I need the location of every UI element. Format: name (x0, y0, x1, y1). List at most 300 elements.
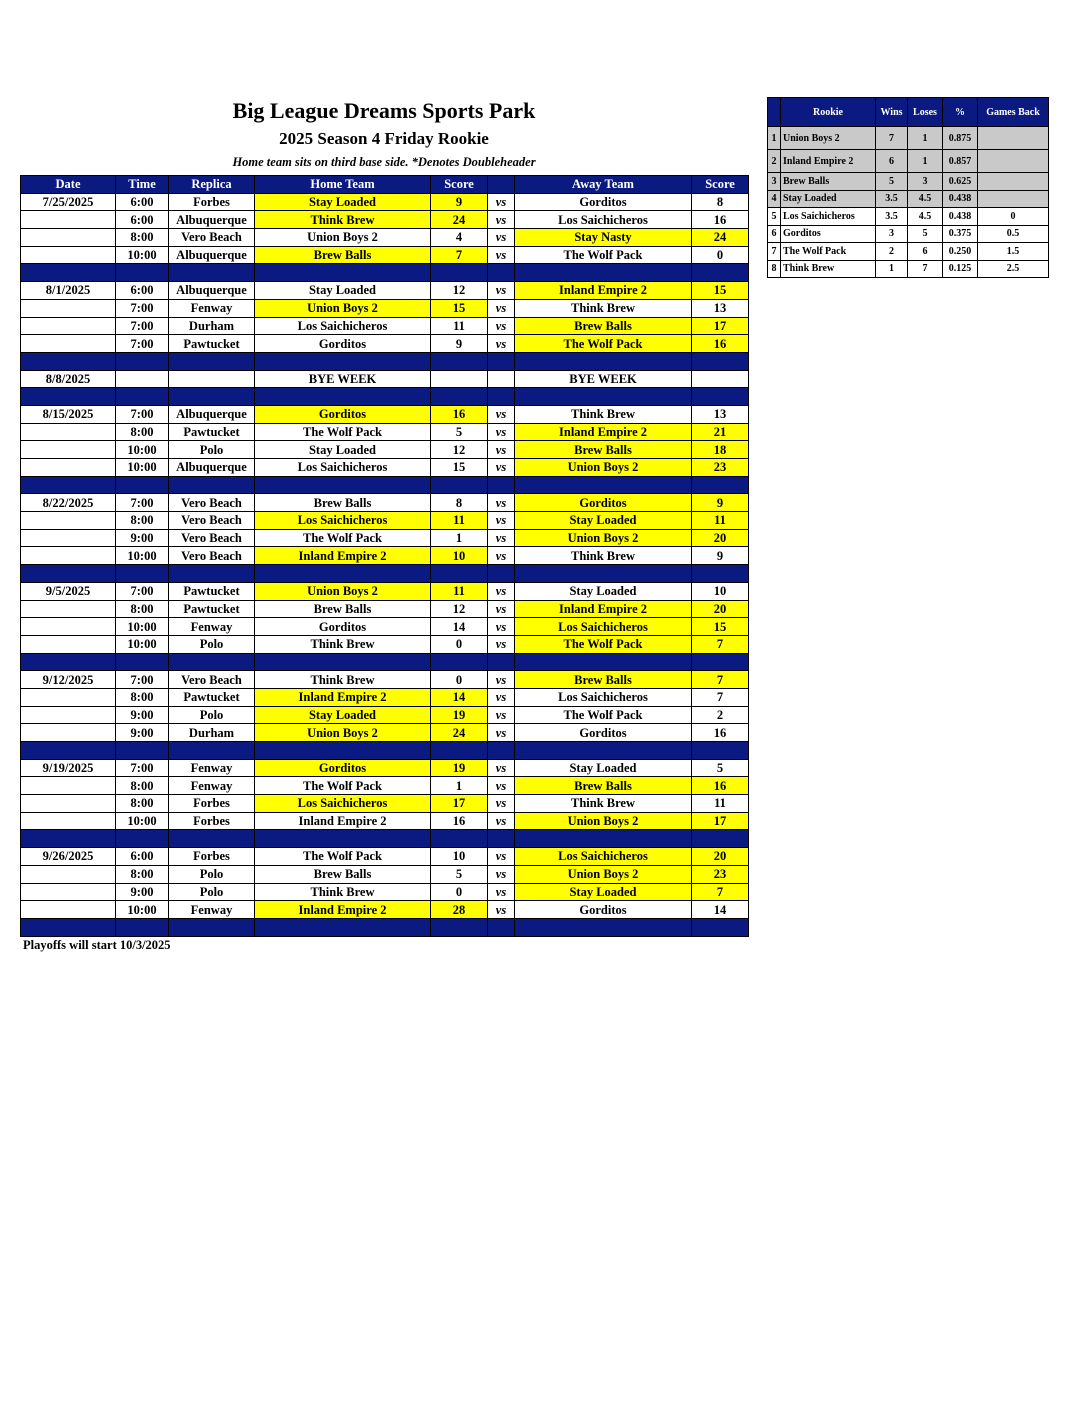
game-row (21, 405, 749, 423)
away-score: 10 (692, 582, 749, 600)
away-score: 7 (692, 635, 749, 653)
standings-row (768, 225, 1049, 243)
game-time: 7:00 (116, 671, 169, 689)
home-score: 8 (431, 494, 488, 512)
game-date: 8/8/2025 (21, 370, 116, 388)
game-row (21, 759, 749, 777)
home-score: 11 (431, 582, 488, 600)
standings-wins: 3.5 (876, 208, 908, 226)
vs-cell: vs (488, 582, 515, 600)
separator-cell (21, 565, 116, 583)
separator-cell (21, 653, 116, 671)
separator-cell (169, 565, 255, 583)
away-score: 8 (692, 193, 749, 211)
standings-pct: 0.438 (943, 190, 978, 208)
game-time: 8:00 (116, 600, 169, 618)
game-date (21, 229, 116, 247)
standings-rank: 8 (768, 260, 781, 278)
away-score: 24 (692, 229, 749, 247)
game-time: 8:00 (116, 688, 169, 706)
game-date (21, 865, 116, 883)
game-replica: Durham (169, 724, 255, 742)
schedule-header-row (21, 176, 749, 194)
header-home-team: Home Team (255, 176, 431, 194)
game-row (21, 600, 749, 618)
separator-cell (692, 918, 749, 936)
game-replica: Albuquerque (169, 211, 255, 229)
home-team: Think Brew (255, 671, 431, 689)
home-score: 14 (431, 618, 488, 636)
week-separator (21, 742, 749, 760)
game-time: 8:00 (116, 512, 169, 530)
game-replica: Fenway (169, 777, 255, 795)
away-score: 0 (692, 246, 749, 264)
home-score: 28 (431, 901, 488, 919)
game-replica: Fenway (169, 901, 255, 919)
away-score: 21 (692, 423, 749, 441)
game-row (21, 246, 749, 264)
home-team: Brew Balls (255, 865, 431, 883)
game-date (21, 317, 116, 335)
game-replica: Albuquerque (169, 282, 255, 300)
standings-row (768, 150, 1049, 173)
home-team: Gorditos (255, 405, 431, 423)
standings-team: Los Saichicheros (781, 208, 876, 226)
home-score: 12 (431, 282, 488, 300)
away-team: BYE WEEK (515, 370, 692, 388)
game-replica: Pawtucket (169, 600, 255, 618)
home-score: 16 (431, 812, 488, 830)
standings-row (768, 208, 1049, 226)
game-date: 9/19/2025 (21, 759, 116, 777)
separator-cell (515, 388, 692, 406)
away-team: The Wolf Pack (515, 706, 692, 724)
game-row (21, 795, 749, 813)
game-time: 7:00 (116, 317, 169, 335)
separator-cell (515, 918, 692, 936)
game-row (21, 618, 749, 636)
separator-cell (431, 264, 488, 282)
away-score: 7 (692, 883, 749, 901)
game-row (21, 635, 749, 653)
separator-cell (255, 264, 431, 282)
game-time: 10:00 (116, 635, 169, 653)
separator-cell (488, 918, 515, 936)
standings-team: Stay Loaded (781, 190, 876, 208)
away-score: 16 (692, 335, 749, 353)
home-score: 10 (431, 848, 488, 866)
home-team: Los Saichicheros (255, 512, 431, 530)
away-score: 23 (692, 865, 749, 883)
vs-cell: vs (488, 795, 515, 813)
separator-cell (431, 742, 488, 760)
game-row (21, 229, 749, 247)
game-replica: Forbes (169, 795, 255, 813)
game-date: 8/15/2025 (21, 405, 116, 423)
vs-cell: vs (488, 512, 515, 530)
game-row (21, 211, 749, 229)
home-team: Stay Loaded (255, 441, 431, 459)
away-score: 11 (692, 795, 749, 813)
separator-cell (116, 653, 169, 671)
home-team: Union Boys 2 (255, 229, 431, 247)
vs-cell: vs (488, 600, 515, 618)
home-score: 24 (431, 724, 488, 742)
standings-team: Inland Empire 2 (781, 150, 876, 173)
separator-cell (515, 653, 692, 671)
game-time: 10:00 (116, 441, 169, 459)
separator-cell (515, 742, 692, 760)
game-time: 7:00 (116, 335, 169, 353)
away-score: 9 (692, 547, 749, 565)
home-team: Brew Balls (255, 600, 431, 618)
standings-table (767, 97, 1049, 278)
separator-cell (169, 830, 255, 848)
away-score: 15 (692, 618, 749, 636)
away-score: 20 (692, 600, 749, 618)
separator-cell (692, 352, 749, 370)
separator-cell (692, 742, 749, 760)
game-replica: Vero Beach (169, 512, 255, 530)
separator-cell (255, 918, 431, 936)
header-away-score: Score (692, 176, 749, 194)
separator-cell (431, 830, 488, 848)
game-date (21, 901, 116, 919)
game-row (21, 671, 749, 689)
vs-cell: vs (488, 459, 515, 477)
game-replica: Polo (169, 706, 255, 724)
game-row (21, 706, 749, 724)
game-date (21, 688, 116, 706)
standings-row (768, 173, 1049, 191)
vs-cell: vs (488, 299, 515, 317)
home-score: 16 (431, 405, 488, 423)
standings-row (768, 260, 1049, 278)
game-time: 6:00 (116, 211, 169, 229)
week-separator (21, 264, 749, 282)
home-team: Stay Loaded (255, 706, 431, 724)
home-team: Inland Empire 2 (255, 812, 431, 830)
separator-cell (116, 352, 169, 370)
away-score: 5 (692, 759, 749, 777)
game-date: 9/26/2025 (21, 848, 116, 866)
away-team: Brew Balls (515, 441, 692, 459)
standings-team: Gorditos (781, 225, 876, 243)
game-time: 8:00 (116, 795, 169, 813)
separator-cell (21, 352, 116, 370)
away-team: Think Brew (515, 299, 692, 317)
game-date (21, 600, 116, 618)
week-separator (21, 565, 749, 583)
separator-cell (255, 388, 431, 406)
schedule-table (20, 175, 749, 937)
vs-cell: vs (488, 441, 515, 459)
game-replica: Albuquerque (169, 459, 255, 477)
game-row (21, 777, 749, 795)
vs-cell: vs (488, 812, 515, 830)
game-replica: Polo (169, 441, 255, 459)
separator-cell (515, 352, 692, 370)
vs-cell: vs (488, 423, 515, 441)
separator-cell (431, 565, 488, 583)
standings-wins: 6 (876, 150, 908, 173)
home-score: 0 (431, 671, 488, 689)
home-team: Union Boys 2 (255, 582, 431, 600)
vs-cell: vs (488, 246, 515, 264)
away-score: 2 (692, 706, 749, 724)
page-title: Big League Dreams Sports Park (232, 98, 536, 123)
game-time: 8:00 (116, 229, 169, 247)
standings-header-loses: Loses (908, 98, 943, 127)
standings-games-back (978, 150, 1049, 173)
home-score: 12 (431, 441, 488, 459)
game-row (21, 848, 749, 866)
vs-cell: vs (488, 848, 515, 866)
game-time: 9:00 (116, 883, 169, 901)
game-replica: Polo (169, 865, 255, 883)
game-date: 7/25/2025 (21, 193, 116, 211)
away-team: Union Boys 2 (515, 459, 692, 477)
standings-games-back (978, 173, 1049, 191)
vs-cell: vs (488, 547, 515, 565)
separator-cell (488, 565, 515, 583)
separator-cell (116, 476, 169, 494)
separator-cell (515, 830, 692, 848)
away-team: Stay Nasty (515, 229, 692, 247)
vs-cell: vs (488, 618, 515, 636)
separator-cell (169, 388, 255, 406)
game-replica: Albuquerque (169, 246, 255, 264)
home-team: Brew Balls (255, 494, 431, 512)
game-time: 9:00 (116, 529, 169, 547)
away-team: Inland Empire 2 (515, 600, 692, 618)
standings-pct: 0.375 (943, 225, 978, 243)
standings-header-row (768, 98, 1049, 127)
home-team: Inland Empire 2 (255, 901, 431, 919)
standings-team: Brew Balls (781, 173, 876, 191)
home-team: Union Boys 2 (255, 299, 431, 317)
standings-loses: 3 (908, 173, 943, 191)
home-score: 24 (431, 211, 488, 229)
standings-rank: 2 (768, 150, 781, 173)
game-row (21, 582, 749, 600)
home-team: Inland Empire 2 (255, 547, 431, 565)
standings-rank: 6 (768, 225, 781, 243)
separator-cell (116, 264, 169, 282)
game-date: 8/22/2025 (21, 494, 116, 512)
game-date (21, 795, 116, 813)
game-time: 8:00 (116, 865, 169, 883)
home-score: 9 (431, 193, 488, 211)
home-team: Gorditos (255, 759, 431, 777)
standings-wins: 2 (876, 243, 908, 261)
game-row (21, 441, 749, 459)
game-row (21, 688, 749, 706)
separator-cell (255, 830, 431, 848)
separator-cell (692, 565, 749, 583)
game-replica: Vero Beach (169, 229, 255, 247)
home-team: Gorditos (255, 618, 431, 636)
standings-pct: 0.857 (943, 150, 978, 173)
home-team: Stay Loaded (255, 282, 431, 300)
home-score (431, 370, 488, 388)
game-row (21, 883, 749, 901)
game-date (21, 459, 116, 477)
game-time: 8:00 (116, 423, 169, 441)
game-replica: Vero Beach (169, 529, 255, 547)
home-score: 11 (431, 317, 488, 335)
week-separator (21, 830, 749, 848)
vs-cell: vs (488, 282, 515, 300)
standings-games-back: 0.5 (978, 225, 1049, 243)
separator-cell (488, 742, 515, 760)
away-team: Los Saichicheros (515, 618, 692, 636)
game-replica: Pawtucket (169, 688, 255, 706)
standings-loses: 1 (908, 127, 943, 150)
separator-cell (116, 565, 169, 583)
separator-cell (169, 476, 255, 494)
away-team: Think Brew (515, 547, 692, 565)
week-separator (21, 352, 749, 370)
away-team: Gorditos (515, 724, 692, 742)
game-time: 8:00 (116, 777, 169, 795)
standings-pct: 0.250 (943, 243, 978, 261)
standings-loses: 1 (908, 150, 943, 173)
home-team: The Wolf Pack (255, 848, 431, 866)
game-replica: Durham (169, 317, 255, 335)
standings-rank: 7 (768, 243, 781, 261)
separator-cell (692, 388, 749, 406)
away-score: 18 (692, 441, 749, 459)
game-date (21, 529, 116, 547)
standings-loses: 4.5 (908, 190, 943, 208)
game-date (21, 883, 116, 901)
separator-cell (21, 388, 116, 406)
game-date (21, 211, 116, 229)
game-replica (169, 370, 255, 388)
separator-cell (431, 352, 488, 370)
separator-cell (21, 264, 116, 282)
home-team: Union Boys 2 (255, 724, 431, 742)
separator-cell (169, 918, 255, 936)
standings-wins: 1 (876, 260, 908, 278)
separator-cell (255, 352, 431, 370)
game-date (21, 777, 116, 795)
away-team: Stay Loaded (515, 512, 692, 530)
away-score: 20 (692, 529, 749, 547)
game-time: 7:00 (116, 405, 169, 423)
home-score: 1 (431, 777, 488, 795)
vs-cell: vs (488, 706, 515, 724)
game-replica: Fenway (169, 759, 255, 777)
footer-note: Playoffs will start 10/3/2025 (23, 938, 171, 952)
away-team: Los Saichicheros (515, 211, 692, 229)
header-date: Date (21, 176, 116, 194)
vs-cell: vs (488, 635, 515, 653)
standings-header-rookie: Rookie (781, 98, 876, 127)
vs-cell: vs (488, 405, 515, 423)
game-row (21, 529, 749, 547)
away-team: Los Saichicheros (515, 688, 692, 706)
home-team: The Wolf Pack (255, 529, 431, 547)
game-date (21, 618, 116, 636)
standings-team: The Wolf Pack (781, 243, 876, 261)
game-replica: Vero Beach (169, 547, 255, 565)
game-date (21, 512, 116, 530)
game-time: 7:00 (116, 494, 169, 512)
week-separator (21, 653, 749, 671)
game-date (21, 812, 116, 830)
home-score: 10 (431, 547, 488, 565)
game-row (21, 512, 749, 530)
standings-row (768, 127, 1049, 150)
away-score: 23 (692, 459, 749, 477)
game-time: 10:00 (116, 812, 169, 830)
separator-cell (488, 830, 515, 848)
vs-cell: vs (488, 883, 515, 901)
away-score: 17 (692, 317, 749, 335)
separator-cell (488, 476, 515, 494)
vs-cell: vs (488, 865, 515, 883)
game-time: 9:00 (116, 706, 169, 724)
separator-cell (692, 653, 749, 671)
game-date (21, 724, 116, 742)
home-score: 4 (431, 229, 488, 247)
standings-header-pct: % (943, 98, 978, 127)
separator-cell (488, 352, 515, 370)
home-score: 19 (431, 759, 488, 777)
away-team: Gorditos (515, 193, 692, 211)
away-team: Los Saichicheros (515, 848, 692, 866)
game-time: 6:00 (116, 848, 169, 866)
away-team: Union Boys 2 (515, 812, 692, 830)
vs-cell: vs (488, 688, 515, 706)
standings-pct: 0.125 (943, 260, 978, 278)
home-team: Los Saichicheros (255, 317, 431, 335)
game-row (21, 299, 749, 317)
standings-pct: 0.625 (943, 173, 978, 191)
home-score: 1 (431, 529, 488, 547)
home-team: Stay Loaded (255, 193, 431, 211)
home-team: Gorditos (255, 335, 431, 353)
game-date (21, 706, 116, 724)
game-time (116, 370, 169, 388)
game-time: 10:00 (116, 618, 169, 636)
vs-cell (488, 370, 515, 388)
game-date: 9/5/2025 (21, 582, 116, 600)
game-time: 7:00 (116, 759, 169, 777)
week-separator (21, 918, 749, 936)
game-date: 9/12/2025 (21, 671, 116, 689)
vs-cell: vs (488, 211, 515, 229)
game-time: 9:00 (116, 724, 169, 742)
separator-cell (21, 742, 116, 760)
separator-cell (255, 565, 431, 583)
game-time: 10:00 (116, 246, 169, 264)
game-time: 7:00 (116, 299, 169, 317)
game-row (21, 317, 749, 335)
separator-cell (692, 264, 749, 282)
game-replica: Pawtucket (169, 423, 255, 441)
vs-cell: vs (488, 335, 515, 353)
standings-wins: 3.5 (876, 190, 908, 208)
standings-rank: 3 (768, 173, 781, 191)
vs-cell: vs (488, 724, 515, 742)
separator-cell (515, 264, 692, 282)
game-date: 8/1/2025 (21, 282, 116, 300)
page-note: Home team sits on third base side. *Denotes Doubleheader (232, 155, 536, 169)
separator-cell (169, 352, 255, 370)
